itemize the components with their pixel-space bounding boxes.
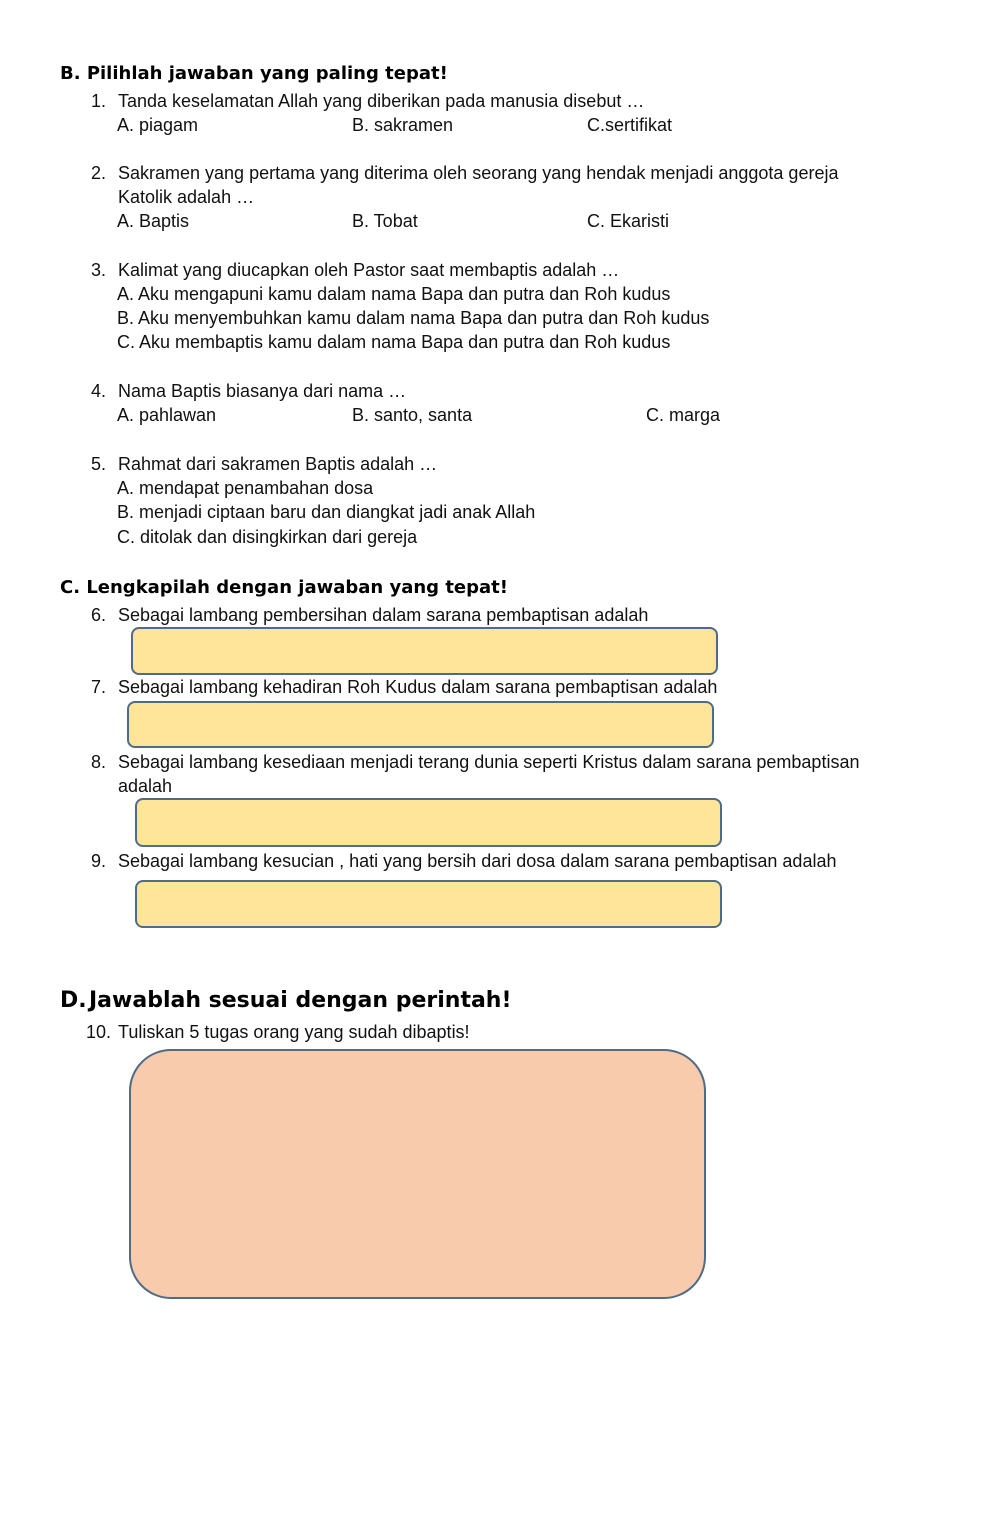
- question-number: 10.: [86, 1022, 112, 1042]
- question-number: 2.: [90, 163, 106, 183]
- section-b-title: B. Pilihlah jawaban yang paling tepat!: [60, 63, 448, 84]
- option-3a[interactable]: A. Aku mengapuni kamu dalam nama Bapa dan putra dan Roh kudus: [117, 284, 671, 304]
- section-d-text: Jawablah sesuai dengan perintah!: [89, 988, 512, 1013]
- question-text: Tuliskan 5 tugas orang yang sudah dibaptis!: [118, 1022, 470, 1042]
- question-text: Tanda keselamatan Allah yang diberikan pada manusia disebut …: [118, 91, 645, 111]
- option-4a[interactable]: A. pahlawan: [117, 405, 217, 425]
- answer-box-7[interactable]: [127, 701, 714, 748]
- option-5a[interactable]: A. mendapat penambahan dosa: [117, 478, 374, 498]
- option-1a[interactable]: A. piagam: [117, 115, 199, 135]
- question-number: 7.: [90, 677, 106, 697]
- option-2a[interactable]: A. Baptis: [117, 211, 190, 231]
- section-d-letter: D.: [60, 988, 87, 1013]
- answer-box-6[interactable]: [131, 627, 718, 675]
- question-number: 9.: [90, 851, 106, 871]
- question-text: Sebagai lambang kesediaan menjadi terang dunia seperti Kristus dalam sarana pembaptisan: [118, 752, 860, 772]
- question-number: 5.: [90, 454, 106, 474]
- question-number: 8.: [90, 752, 106, 772]
- option-4b[interactable]: B. santo, santa: [352, 405, 473, 425]
- option-4c[interactable]: C. marga: [646, 405, 721, 425]
- question-number: 4.: [90, 381, 106, 401]
- section-d-title: [60, 988, 512, 1013]
- question-text: Rahmat dari sakramen Baptis adalah …: [118, 454, 438, 474]
- question-text-cont: adalah: [118, 776, 173, 796]
- option-3c[interactable]: C. Aku membaptis kamu dalam nama Bapa dan putra dan Roh kudus: [117, 332, 671, 352]
- option-1c[interactable]: C.sertifikat: [587, 115, 673, 135]
- essay-answer-box-10[interactable]: [129, 1049, 706, 1299]
- answer-box-8[interactable]: [135, 798, 722, 847]
- question-text: Sakramen yang pertama yang diterima oleh seorang yang hendak menjadi anggota gereja: [118, 163, 839, 183]
- question-text: Nama Baptis biasanya dari nama …: [118, 381, 407, 401]
- question-text: Kalimat yang diucapkan oleh Pastor saat membaptis adalah …: [118, 260, 620, 280]
- question-text: Sebagai lambang pembersihan dalam sarana pembaptisan adalah: [118, 605, 649, 625]
- option-3b[interactable]: B. Aku menyembuhkan kamu dalam nama Bapa dan putra dan Roh kudus: [117, 308, 710, 328]
- option-5b[interactable]: B. menjadi ciptaan baru dan diangkat jadi anak Allah: [117, 502, 536, 522]
- question-text-cont: Katolik adalah …: [118, 187, 255, 207]
- option-5c[interactable]: C. ditolak dan disingkirkan dari gereja: [117, 527, 418, 547]
- option-2c[interactable]: C. Ekaristi: [587, 211, 670, 231]
- section-c-title: C. Lengkapilah dengan jawaban yang tepat!: [60, 577, 508, 598]
- question-text: Sebagai lambang kesucian , hati yang bersih dari dosa dalam sarana pembaptisan adalah: [118, 851, 837, 871]
- option-1b[interactable]: B. sakramen: [352, 115, 454, 135]
- question-number: 3.: [90, 260, 106, 280]
- question-number: 6.: [90, 605, 106, 625]
- answer-box-9[interactable]: [135, 880, 722, 928]
- question-text: Sebagai lambang kehadiran Roh Kudus dalam sarana pembaptisan adalah: [118, 677, 718, 697]
- question-number: 1.: [90, 91, 106, 111]
- option-2b[interactable]: B. Tobat: [352, 211, 418, 231]
